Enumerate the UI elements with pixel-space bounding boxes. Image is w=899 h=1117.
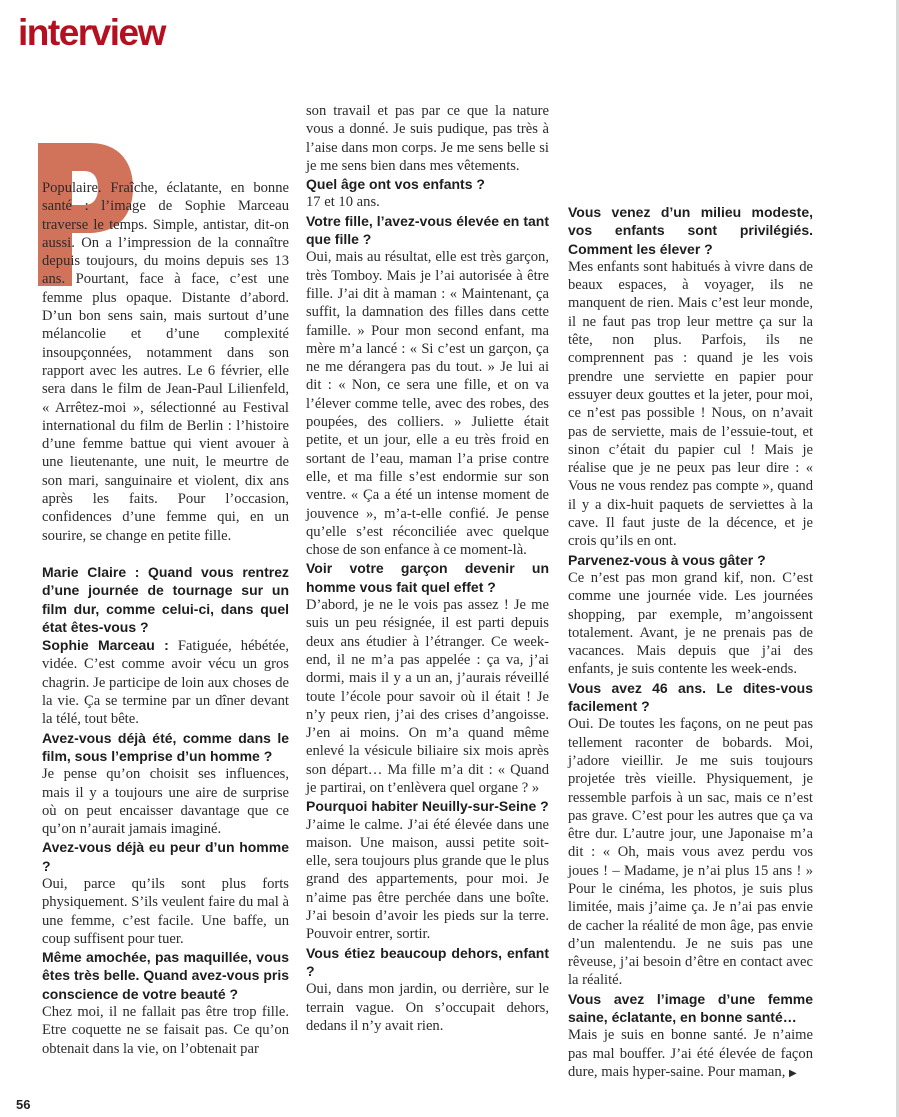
answer-7: D’abord, je ne le vois pas assez ! Je me suis un peu résignée, il est parti depuis deux ans étudier à l’étranger. Ce week-end, il ne m’a pas appelée : ça va, j’ai dormi, mais il y a un an, j’aurais réveillé toute l’école pour savoir où il était ! Je n’y peux rien, j’ai des crises d’angoisse. J’en ai moins. On m’a quand même enlevé la vésicule biliaire six mois après son départ… Ma fille m’a dit : « Quand je partirai, on t’enlèvera quel organe ? »	[306, 597, 549, 796]
question-12: Vous avez 46 ans. Le dites-vous facilement ?	[568, 679, 813, 715]
answer-6: Oui, mais au résultat, elle est très garçon, très Tomboy. Mais je l’ai autorisée à être fille. J’ai dit à maman : « Maintenant, ça suffit, la damnation des filles dans cette famille. » Pour mon second enfant, ma mère m’a lancé : « Si c’est un garçon, ça ne me dérangera pas du tout. » Je lui ai dit : « Non, ce sera une fille, et on va l’élever comme telle, avec des robes, des poupées, des colliers. » Juliette était petite, et un jour, elle a eu très froid en sortant de l’eau, maman l’a prise contre elle, et ma fille s’est endormie sur son ventre. « Ça a été un intense moment de jouvence », m’a-t-elle confié. Je pense qu’elle s’est réconciliée avec quelque chose de son enfance à ce moment-là.	[306, 249, 549, 559]
answer-10: Mes enfants sont habitués à vivre dans de beaux espaces, à voyager, ils ne manquent de rien. Mais c’est leur monde, il ne faut pas trop leur mettre ça sur la tête, non plus. Parfois, ils ne comprennent pas : quand je les vois prendre une serviette en papier pour essuyer deux gouttes et la jeter, pour moi, ce n’est pas possible ! Nous, on n’avait pas de serviette, mais de l’essuie-tout, et sinon c’était du papier cul ! Mais je réalise que je ne peux pas leur dire : « Vous ne vous rendez pas compte », quand il y a dix-huit paquets de serviettes à la cave. Il faut juste de la décence, et je crois qu’ils en ont.	[568, 258, 813, 550]
answer-1: Sophie Marceau : Fatiguée, hébétée, vidée. C’est comme avoir vécu un gros chagrin. Je participe de loin aux choses de la vie. Ça se termine par un dîner devant la télé, tout bête.	[42, 637, 289, 728]
question-6: Votre fille, l’avez-vous élevée en tant que fille ?	[306, 212, 549, 248]
continue-arrow-icon: ▶	[789, 1067, 797, 1079]
column-3	[568, 203, 813, 1083]
answer-5: 17 et 10 ans.	[306, 194, 380, 211]
page-number: 56	[16, 1097, 31, 1112]
question-7: Voir votre garçon devenir un homme vous fait quel effet ?	[306, 560, 549, 595]
question-11: Parvenez-vous à vous gâter ?	[568, 551, 766, 568]
question-3: Avez-vous déjà eu peur d’un homme ?	[42, 839, 289, 874]
answer-8: J’aime le calme. J’ai été élevée dans une maison. Une maison, aussi petite soit-elle, sera toujours plus grande que le plus grand des appartements, pour moi. Je n’aime pas être perchée dans une boîte. J’ai besoin d’avoir les pieds sur la terre. Pouvoir entrer, sortir.	[306, 816, 549, 943]
question-13: Vous avez l’image d’une femme saine, éclatante, en bonne santé…	[568, 990, 813, 1026]
question-2: Avez-vous déjà été, comme dans le film, sous l’emprise d’un homme ?	[42, 729, 289, 764]
column-1	[42, 179, 289, 1058]
question-9: Vous étiez beaucoup dehors, enfant ?	[306, 944, 549, 979]
interviewee-label: Sophie Marceau :	[42, 637, 169, 654]
question-4: Même amochée, pas maquillée, vous êtes très belle. Quand avez-vous pris conscience de votre beauté ?	[42, 949, 289, 1002]
answer-13: Mais je suis en bonne santé. Je n’aime pas mal bouffer. J’ai été élevée de façon dure, mais hyper-saine. Pour maman, ▶	[568, 1027, 813, 1080]
answer-11: Ce n’est pas mon grand kif, non. C’est comme une journée vide. Les journées shopping, par exemple, m’angoissent totalement. Avant, je ne prenais pas de vacances. Mais depuis que j’ai des enfants, je suis contente les week-ends.	[568, 569, 813, 678]
answer-2: Je pense qu’on choisit ses influences, mais il y a toujours une aire de surprise où on peut encaisser davantage que ce qu’on n’aurait jamais imaginé.	[42, 766, 289, 838]
answer-12: Oui. De toutes les façons, on ne peut pas tellement raconter de bobards. Moi, j’adore vieillir. Je me suis toujours projetée très vieille. Physiquement, je ressemble parfois à un sac, mais ce n’est pas grave. C’est pour les autres que ça va être dur. L’autre jour, une Japonaise m’a dit : « Oh, mais vous avez perdu vos joues ! – Madame, je n’ai plus 15 ans ! » Pour le cinéma, les photos, je suis plus limitée, mais j’aime ça. Je n’ai pas envie de cacher la réalité de mon âge, pas envie d’un malentendu. Je ne suis pas une rêveuse, j’ai besoin d’être en contact avec la réalité.	[568, 716, 813, 989]
section-title: interview	[18, 12, 165, 53]
intro-paragraph: Populaire. Fraîche, éclatante, en bonne santé : l’image de Sophie Marceau traverse le temps. Simple, antistar, dit-on aussi. On a l’impression de la connaître depuis toujours, du moins depuis ses 13 ans. Pourtant, face à face, c’est une femme plus opaque. Distante d’abord. D’un bon sens sain, mais surtout d’une mélancolie et d’une complexité insoupçonnées, notamment dans son rapport avec les autres. Le 6 février, elle sera dans le film de Jean-Paul Lilienfeld, « Arrêtez-moi », sélectionné au Festival international du film de Berlin : l’histoire d’une femme battue qui vient avouer à une lieutenante, une nuit, le meurtre de son mari, sanguinaire et violent, dix ans après les faits. Pour l’occasion, confidences d’une femme qui, en un sourire, se change en petite fille.	[42, 180, 289, 544]
question-10: Vous venez d’un milieu modeste, vos enfants sont privilégiés. Comment les élever ?	[568, 204, 813, 257]
question-1: Marie Claire : Quand vous rentrez d’une journée de tournage sur un film dur, comme celui-ci, dans quel état êtes-vous ?	[42, 563, 289, 635]
interviewer-label: Marie Claire :	[42, 563, 140, 580]
question-5: Quel âge ont vos enfants ?	[306, 176, 485, 193]
answer-9: Oui, dans mon jardin, ou derrière, sur le terrain vague. On s’occupait dehors, dedans il n’y avait rien.	[306, 981, 549, 1034]
answer-4-part-2: son travail et pas par ce que la nature vous a donné. Je suis pudique, pas très à l’aise dans mon corps. Je me sens belle si je me sens bien dans mes vêtements.	[306, 103, 549, 174]
answer-3: Oui, parce qu’ils sont plus forts physiquement. S’ils veulent faire du mal à une femme, c’est facile. Une baffe, un coup suffisent pour tuer.	[42, 875, 289, 947]
question-8: Pourquoi habiter Neuilly-sur-Seine ?	[306, 798, 549, 815]
answer-4-part-1: Chez moi, il ne fallait pas être trop fille. Etre coquette ne se faisait pas. Ce qu’on obtenait dans la vie, on l’obtenait par	[42, 1004, 289, 1057]
column-2	[306, 102, 549, 1035]
intro	[42, 179, 289, 545]
